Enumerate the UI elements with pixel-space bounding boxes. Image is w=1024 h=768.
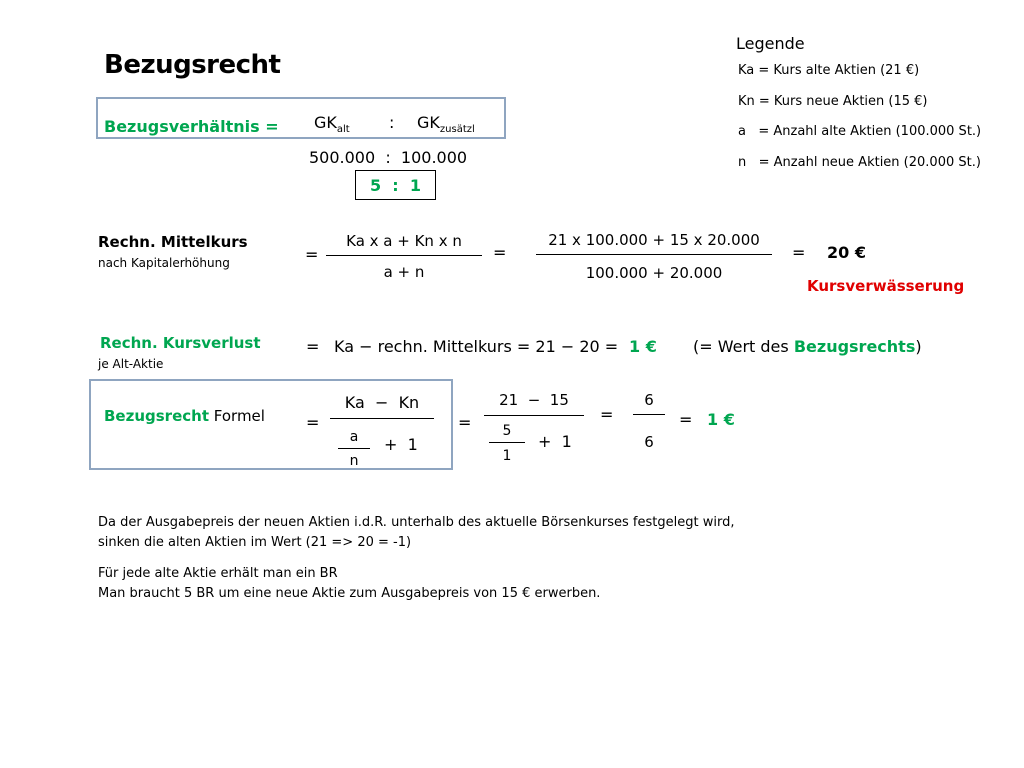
formula-equals-1: = bbox=[306, 413, 320, 432]
note-paragraph-1-line-1: Da der Ausgabepreis der neuen Aktien i.d.R. unterhalb des aktuelle Börsenkurses festgelegt wird, bbox=[98, 515, 735, 530]
formula-inner-denominator: n bbox=[349, 453, 359, 469]
legend-heading: Legende bbox=[736, 34, 805, 53]
formula-inner-numerator-values: 5 bbox=[502, 423, 512, 439]
mittelkurs-equals-1: = bbox=[305, 245, 319, 264]
formula-equals-3: = bbox=[600, 405, 614, 424]
legend-item-ka: Ka = Kurs alte Aktien (21 €) bbox=[738, 63, 920, 78]
mittelkurs-label: Rechn. Mittelkurs bbox=[98, 233, 248, 251]
bezugsrecht-value-note: (= Wert des Bezugsrechts) bbox=[693, 337, 922, 356]
fraction-line bbox=[484, 415, 584, 416]
fraction-line bbox=[489, 442, 525, 443]
formula-six-denominator: 6 bbox=[644, 433, 654, 451]
note-paragraph-2-line-2: Man braucht 5 BR um eine neue Aktie zum Ausgabepreis von 15 € erwerben. bbox=[98, 586, 601, 601]
mittelkurs-equals-2: = bbox=[493, 243, 507, 262]
kursverlust-sublabel: je Alt-Aktie bbox=[98, 357, 164, 371]
formula-inner-numerator: a bbox=[349, 429, 359, 445]
fraction-line bbox=[536, 254, 772, 255]
formula-label: Bezugsrecht Formel bbox=[104, 407, 265, 425]
formula-equals-2: = bbox=[458, 413, 472, 432]
mittelkurs-sublabel: nach Kapitalerhöhung bbox=[98, 256, 230, 270]
fraction-line bbox=[326, 255, 482, 256]
mittelkurs-numerator-values: 21 x 100.000 + 15 x 20.000 bbox=[548, 231, 760, 249]
kursverlust-formula: Ka − rechn. Mittelkurs = 21 − 20 = bbox=[334, 337, 619, 356]
fraction-line bbox=[633, 414, 665, 415]
ratio-values: 500.000 : 100.000 bbox=[309, 148, 468, 167]
formula-result: 1 € bbox=[707, 410, 735, 429]
formula-plus-one: + 1 bbox=[384, 435, 418, 454]
mittelkurs-denominator-values: 100.000 + 20.000 bbox=[585, 264, 723, 282]
ratio-colon: : bbox=[389, 113, 395, 132]
legend-item-n: n = Anzahl neue Aktien (20.000 St.) bbox=[738, 155, 981, 170]
ratio-label: Bezugsverhältnis = bbox=[104, 117, 279, 136]
ratio-result: 5 : 1 bbox=[370, 176, 421, 195]
mittelkurs-denominator: a + n bbox=[383, 263, 425, 281]
kursverlust-result: 1 € bbox=[629, 337, 657, 356]
mittelkurs-numerator: Ka x a + Kn x n bbox=[346, 232, 462, 250]
legend-item-a: a = Anzahl alte Aktien (100.000 St.) bbox=[738, 124, 982, 139]
formula-six-numerator: 6 bbox=[644, 391, 654, 409]
formula-equals-4: = bbox=[679, 410, 693, 429]
kursverlust-equals: = bbox=[306, 337, 320, 356]
gk-alt: $GK_{alt}$ bbox=[314, 113, 350, 136]
note-paragraph-1-line-2: sinken die alten Aktien im Wert (21 => 20 = -1) bbox=[98, 535, 412, 550]
formula-numerator-values: 21 − 15 bbox=[499, 391, 569, 409]
page-title: Bezugsrecht bbox=[104, 50, 281, 80]
kursverwaesserung-note: Kursverwässerung bbox=[807, 277, 965, 295]
mittelkurs-result: 20 € bbox=[827, 243, 866, 262]
kursverlust-label: Rechn. Kursverlust bbox=[100, 334, 261, 352]
formula-inner-denominator-values: 1 bbox=[502, 448, 512, 464]
fraction-line bbox=[330, 418, 434, 419]
mittelkurs-equals-3: = bbox=[792, 243, 806, 262]
formula-plus-one-values: + 1 bbox=[538, 432, 572, 451]
legend-item-kn: Kn = Kurs neue Aktien (15 €) bbox=[738, 94, 928, 109]
formula-numerator: Ka − Kn bbox=[344, 393, 420, 412]
fraction-line bbox=[338, 448, 370, 449]
gk-zusaetzl: $GK_{zusätzl}$ bbox=[417, 113, 475, 136]
note-paragraph-2-line-1: Für jede alte Aktie erhält man ein BR bbox=[98, 566, 338, 581]
